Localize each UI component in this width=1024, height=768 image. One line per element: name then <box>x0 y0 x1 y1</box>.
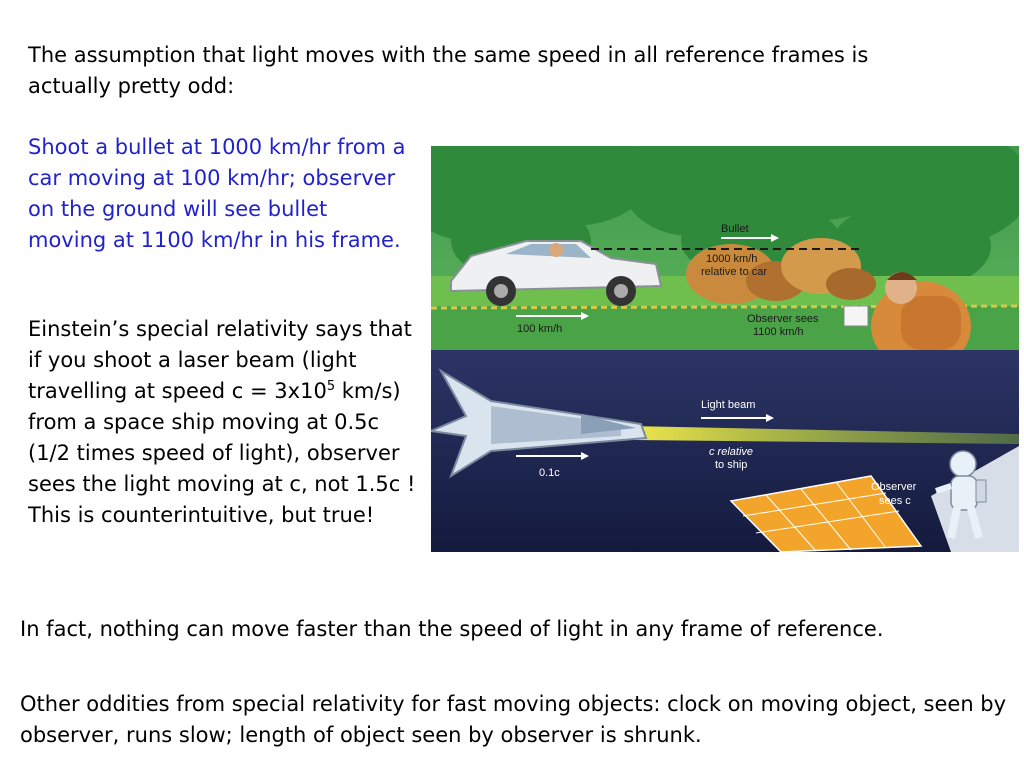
fact-paragraph: In fact, nothing can move faster than the speed of light in any frame of reference. <box>20 617 884 641</box>
bullet-example-paragraph: Shoot a bullet at 1000 km/hr from a car moving at 100 km/hr; observer on the ground will see bullet moving at 1100 km/hr in his frame. <box>28 135 406 252</box>
relativity-illustration <box>431 146 1019 552</box>
ship-speed-label: 0.1c <box>539 467 560 479</box>
light-beam-label: Light beam <box>701 399 756 411</box>
bullet-speed-line1: 1000 km/h <box>706 253 758 265</box>
c-relative-line2: to ship <box>715 459 748 471</box>
other-oddities-paragraph: Other oddities from special relativity for fast moving objects: clock on moving object, seen by observer, runs slow; length of object seen by observer is shrunk. <box>20 692 1007 747</box>
ground-observer-line2: 1100 km/h <box>753 326 804 338</box>
space-observer-line1: Observer <box>871 481 917 493</box>
exponent: 5 <box>326 379 336 394</box>
space-observer-line2: sees c <box>879 495 911 507</box>
car-speed-label: 100 km/h <box>517 323 563 335</box>
space-scene <box>431 350 1019 552</box>
einstein-text-part2: km/s) from a space ship moving at 0.5c (1/2 times speed of light), observer sees the light moving at c, not 1.5c ! This is counterintuitive, but true! <box>28 379 416 527</box>
car-scene <box>431 146 1019 371</box>
ground-observer-line1: Observer sees <box>747 313 819 325</box>
einstein-paragraph <box>28 314 418 531</box>
einstein-text-part1: Einstein’s special relativity says that if you shoot a laser beam (light travelling at speed c = 3x10 <box>28 317 412 403</box>
intro-paragraph: The assumption that light moves with the same speed in all reference frames is actually pretty odd: <box>28 43 869 98</box>
bullet-speed-line2: relative to car <box>701 266 768 278</box>
c-relative-line1: c relative <box>709 446 754 458</box>
bullet-label: Bullet <box>721 223 749 235</box>
